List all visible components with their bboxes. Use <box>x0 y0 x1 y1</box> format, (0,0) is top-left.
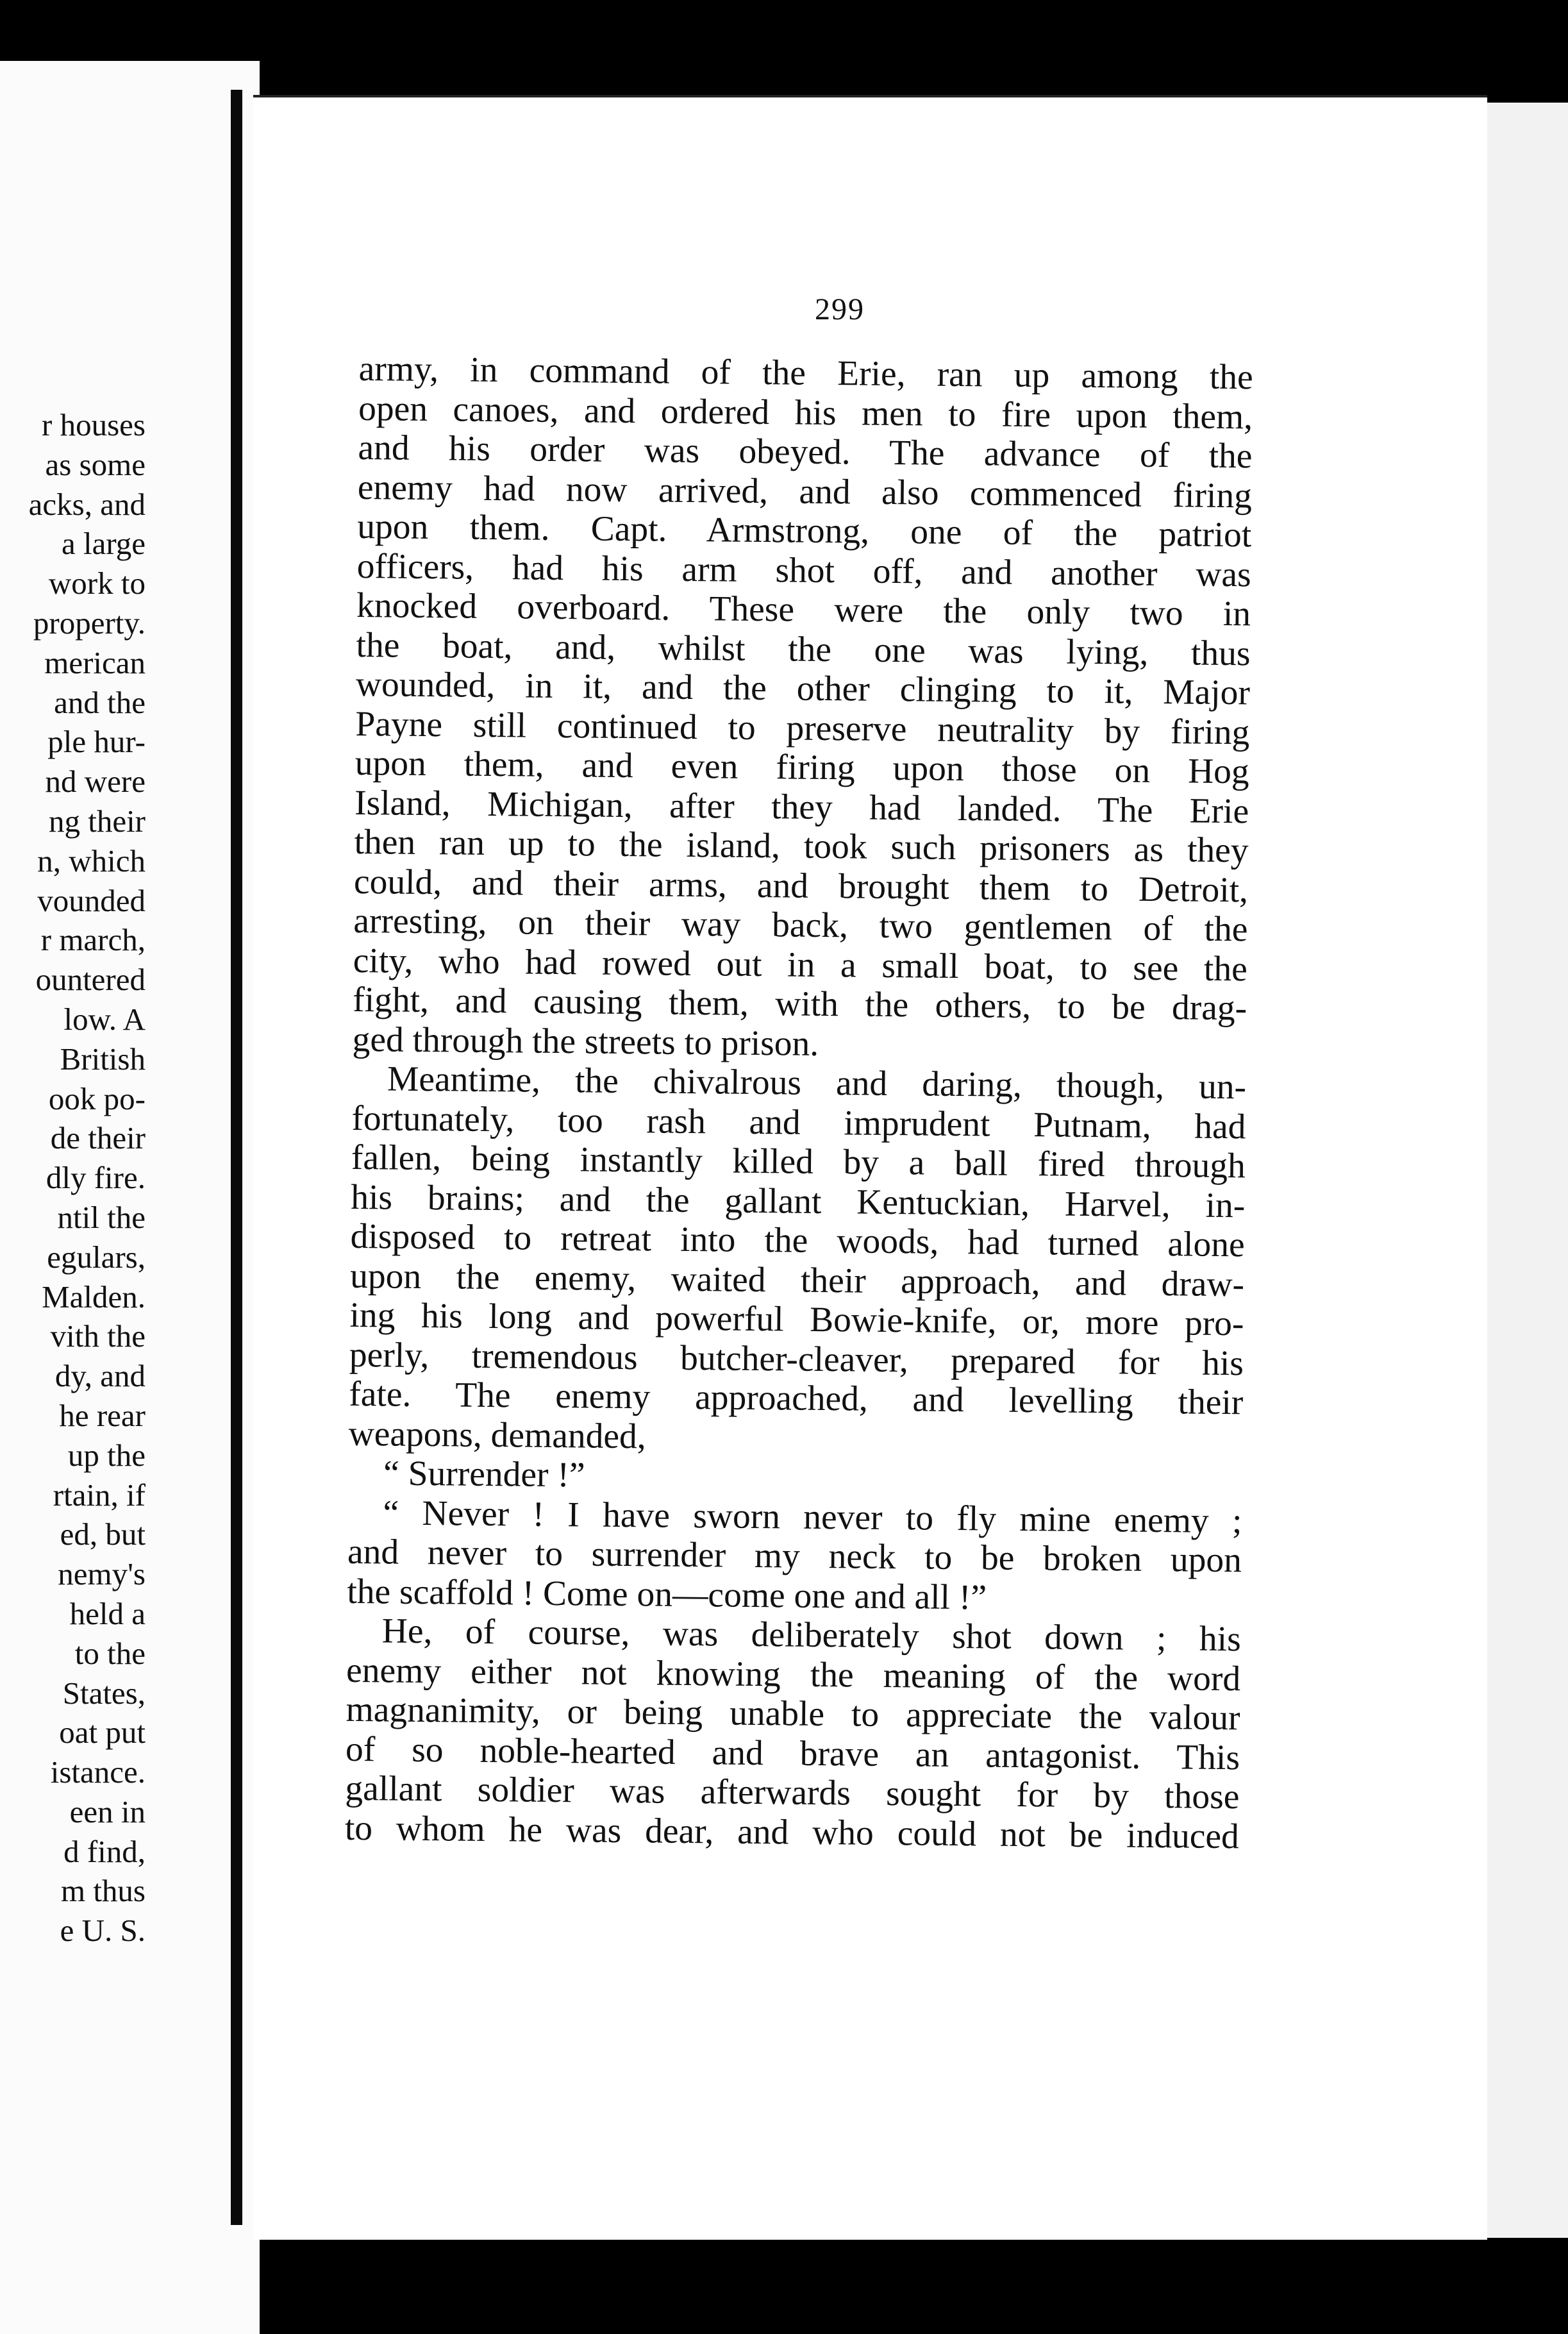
left-line: een in <box>69 1793 146 1829</box>
left-line: up the <box>67 1437 146 1473</box>
left-line: dly fire. <box>46 1160 146 1196</box>
text-line: “ Never ! I have sworn never to fly mine enemy ; <box>383 1493 1242 1541</box>
left-line: nd were <box>45 764 146 800</box>
text-line: enemy either not knowing the meaning of the word <box>346 1650 1241 1699</box>
left-line: ntil the <box>57 1199 146 1235</box>
right-page-text <box>345 349 1253 1856</box>
text-line: officers, had his arm shot off, and another was <box>356 546 1251 594</box>
text-line: ing his long and powerful Bowie-knife, or, more pro- <box>349 1295 1244 1344</box>
left-line: he rear <box>59 1397 146 1433</box>
text-line: wounded, in it, and the other clinging to it, Major <box>355 664 1251 713</box>
text-line: to whom he was dear, and who could not be induced <box>344 1808 1240 1856</box>
text-line: of so noble-hearted and brave an antagonist. This <box>345 1729 1240 1777</box>
left-line: dy, and <box>54 1358 146 1394</box>
left-line: held a <box>69 1595 146 1631</box>
text-line: perly, tremendous butcher-cleaver, prepared for his <box>349 1335 1244 1383</box>
text-line: Payne still continued to preserve neutrality by firing <box>355 704 1250 752</box>
left-line: oat put <box>59 1715 146 1751</box>
left-line: m thus <box>60 1873 146 1909</box>
left-line: States, <box>62 1675 146 1711</box>
left-page-text <box>0 405 146 1951</box>
text-line: magnanimity, or being unable to appreciate the valour <box>346 1690 1240 1738</box>
left-line: rtain, if <box>53 1477 146 1513</box>
left-line: and the <box>54 684 146 720</box>
left-line: to the <box>74 1635 146 1671</box>
page-number: 299 <box>815 292 865 326</box>
left-line: property. <box>33 605 146 641</box>
left-line: a large <box>61 526 146 562</box>
left-line: e U. S. <box>60 1913 146 1949</box>
text-line: weapons, demanded, <box>348 1414 646 1456</box>
text-line: open canoes, and ordered his men to fire upon them, <box>358 389 1253 437</box>
left-line: vith the <box>50 1318 146 1354</box>
text-line: army, in command of the Erie, ran up among the <box>358 349 1253 398</box>
text-line: gallant soldier was afterwards sought for by those <box>345 1768 1240 1817</box>
text-line: fallen, being instantly killed by a ball fired through <box>351 1138 1246 1186</box>
left-line: r houses <box>42 407 146 442</box>
text-line: arresting, on their way back, two gentlemen of the <box>353 901 1248 950</box>
text-line: Meantime, the chivalrous and daring, though, un- <box>387 1059 1247 1107</box>
text-line: “ Surrender !” <box>383 1454 585 1495</box>
text-line: the scaffold ! Come on—come one and all !” <box>347 1572 987 1617</box>
left-line: work to <box>48 566 146 601</box>
text-line: and never to surrender my neck to be broken upon <box>347 1532 1242 1581</box>
left-line: ed, but <box>60 1516 146 1552</box>
text-line: then ran up to the island, took such prisoners as they <box>354 822 1249 871</box>
text-line: could, and their arms, and brought them to Detroit, <box>353 862 1249 910</box>
left-line: ook po- <box>48 1080 146 1116</box>
left-page <box>0 61 260 2334</box>
left-line: de their <box>50 1120 146 1156</box>
text-line: upon them, and even firing upon those on Hog <box>354 743 1250 792</box>
left-line: vounded <box>37 882 146 918</box>
text-line: upon the enemy, waited their approach, and draw- <box>349 1256 1245 1304</box>
left-line: ountered <box>35 962 146 998</box>
text-line: fortunately, too rash and imprudent Putnam, had <box>351 1098 1246 1146</box>
left-line: as some <box>45 446 146 482</box>
left-line: Malden. <box>42 1279 146 1314</box>
text-line: knocked overboard. These were the only two in <box>356 585 1251 634</box>
left-line: r march, <box>40 922 146 958</box>
left-line: low. A <box>63 1001 146 1037</box>
text-line: Island, Michigan, after they had landed. The Erie <box>354 783 1249 831</box>
text-line: He, of course, was deliberately shot down ; his <box>381 1611 1242 1659</box>
left-line: n, which <box>37 843 146 878</box>
left-line: ng their <box>48 803 146 839</box>
text-line: fate. The enemy approached, and levelling their <box>349 1374 1244 1423</box>
left-line: British <box>60 1041 146 1077</box>
left-line: istance. <box>50 1754 146 1790</box>
left-line: merican <box>44 644 146 680</box>
left-line: acks, and <box>28 486 146 522</box>
text-line: upon them. Capt. Armstrong, one of the patriot <box>357 507 1252 555</box>
left-line: d find, <box>63 1833 146 1869</box>
left-line: ple hur- <box>47 724 146 760</box>
left-line: nemy's <box>58 1556 146 1592</box>
text-line: and his order was obeyed. The advance of the <box>358 428 1253 476</box>
text-line: disposed to retreat into the woods, had turned alone <box>350 1216 1245 1265</box>
text-line: his brains; and the gallant Kentuckian, Harvel, in- <box>351 1177 1246 1225</box>
text-line: the boat, and, whilst the one was lying, thus <box>356 625 1251 673</box>
book-gutter <box>231 90 242 2225</box>
left-line: egulars, <box>47 1239 146 1275</box>
text-line: ged through the streets to prison. <box>352 1020 819 1064</box>
text-line: enemy had now arrived, and also commenced firing <box>357 467 1253 516</box>
text-line: city, who had rowed out in a small boat, to see the <box>353 941 1248 989</box>
text-line: fight, and causing them, with the others, to be drag- <box>352 980 1247 1028</box>
